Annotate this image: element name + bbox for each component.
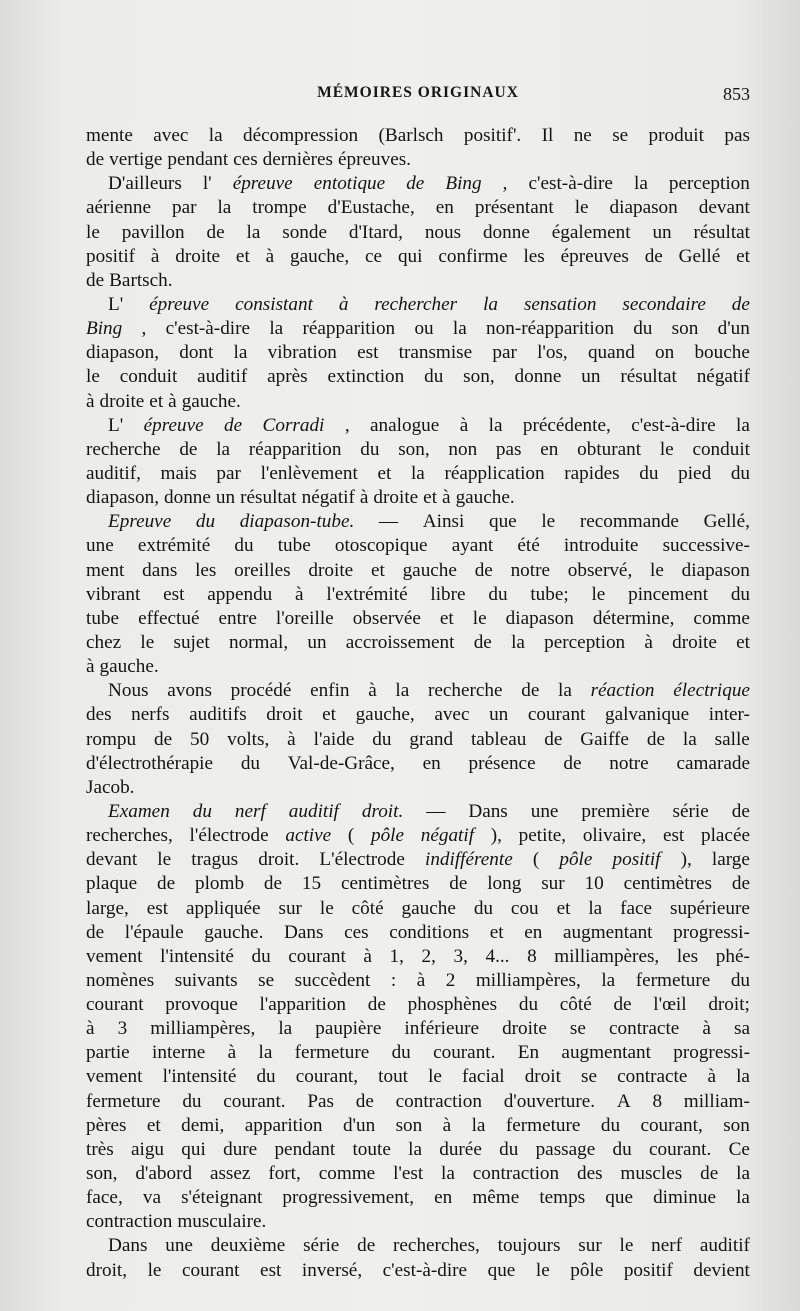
running-title: MÉMOIRES ORIGINAUX	[317, 84, 519, 101]
text-line: à 3 milliampères, la paupière inférieure droite se contracte à sa	[86, 1018, 750, 1040]
text-line: Bing , c'est-à-dire la réapparition ou la non-réapparition du son d'un	[86, 318, 750, 340]
text-line: très aigu qui dure pendant toute la durée du passage du courant. Ce	[86, 1138, 750, 1160]
text-line: son, d'abord assez fort, comme l'est la contraction des muscles de la	[86, 1163, 750, 1185]
text-line: vement l'intensité du courant à 1, 2, 3, 4... 8 milliampères, les phé-	[86, 945, 750, 967]
text-line: recherche de la réapparition du son, non pas en obturant le conduit	[86, 438, 750, 460]
text-line: L' épreuve de Corradi , analogue à la précédente, c'est-à-dire la	[108, 414, 750, 436]
text-line: large, est appliquée sur le côté gauche du cou et la face supérieure	[86, 897, 750, 919]
text-line: contraction musculaire.	[86, 1211, 267, 1233]
text-line: recherches, l'électrode active ( pôle négatif ), petite, olivaire, est placée	[86, 825, 750, 847]
text-line: de vertige pendant ces dernières épreuves.	[86, 149, 411, 171]
text-line: diapason, dont la vibration est transmise par l'os, quand on bouche	[86, 342, 750, 364]
text-line: le conduit auditif après extinction du son, donne un résultat négatif	[86, 366, 750, 388]
text-line: vement l'intensité du courant, tout le facial droit se contracte à la	[86, 1066, 750, 1088]
text-line: rompu de 50 volts, à l'aide du grand tableau de Gaiffe de la salle	[86, 728, 750, 750]
text-line: fermeture du courant. Pas de contraction d'ouverture. A 8 milliam-	[86, 1090, 750, 1112]
text-line: Nous avons procédé enfin à la recherche de la réaction électrique	[108, 680, 750, 702]
text-line: de l'épaule gauche. Dans ces conditions et en augmentant progressi-	[86, 921, 750, 943]
text-line: positif à droite et à gauche, ce qui confirme les épreuves de Gellé et	[86, 245, 750, 267]
text-line: une extrémité du tube otoscopique ayant été introduite successive-	[86, 535, 750, 557]
text-line: partie interne à la fermeture du courant. En augmentant progressi-	[86, 1042, 750, 1064]
text-line: Jacob.	[86, 776, 135, 798]
text-line: auditif, mais par l'enlèvement et la réapplication rapides du pied du	[86, 462, 750, 484]
page-number: 853	[723, 84, 750, 104]
text-line: de Bartsch.	[86, 269, 173, 291]
text-line: Dans une deuxième série de recherches, toujours sur le nerf auditif	[108, 1235, 750, 1257]
text-line: courant provoque l'apparition de phosphènes du côté de l'œil droit;	[86, 994, 750, 1016]
text-line: tube effectué entre l'oreille observée et le diapason détermine, comme	[86, 607, 750, 629]
text-line: L' épreuve consistant à rechercher la sensation secondaire de	[108, 293, 750, 315]
text-line: vibrant est appendu à l'extrémité libre du tube; le pincement du	[86, 583, 750, 605]
text-line: plaque de plomb de 15 centimètres de long sur 10 centimètres de	[86, 873, 750, 895]
text-line: mente avec la décompression (Barlsch positif'. Il ne se produit pas	[86, 125, 750, 146]
text-line: nomènes suivants se succèdent : à 2 milliampères, la fermeture du	[86, 969, 750, 991]
text-line: Examen du nerf auditif droit. — Dans une première série de	[108, 800, 750, 822]
text-line: face, va s'éteignant progressivement, en même temps que diminue la	[86, 1187, 750, 1209]
text-line: ment dans les oreilles droite et gauche de notre observé, le diapason	[86, 559, 750, 581]
text-line: à gauche.	[86, 656, 159, 678]
text-line: aérienne par la trompe d'Eustache, en présentant le diapason devant	[86, 197, 750, 219]
text-line: d'électrothérapie du Val-de-Grâce, en présence de notre camarade	[86, 752, 750, 774]
text-line: chez le sujet normal, un accroissement de la perception à droite et	[86, 631, 750, 653]
body-text	[86, 124, 750, 1283]
running-head	[86, 84, 750, 110]
text-line: des nerfs auditifs droit et gauche, avec un courant galvanique inter-	[86, 704, 750, 726]
text-line: Epreuve du diapason-tube. — Ainsi que le recommande Gellé,	[108, 511, 750, 533]
text-line: D'ailleurs l' épreuve entotique de Bing , c'est-à-dire la perception	[108, 173, 750, 195]
text-line: pères et demi, apparition d'un son à la fermeture du courant, son	[86, 1114, 750, 1136]
text-line: devant le tragus droit. L'électrode indifférente ( pôle positif ), large	[86, 849, 750, 871]
text-line: à droite et à gauche.	[86, 390, 241, 412]
text-line: droit, le courant est inversé, c'est-à-dire que le pôle positif devient	[86, 1259, 750, 1281]
text-line: diapason, donne un résultat négatif à droite et à gauche.	[86, 487, 515, 509]
text-line: le pavillon de la sonde d'Itard, nous donne également un résultat	[86, 221, 750, 243]
